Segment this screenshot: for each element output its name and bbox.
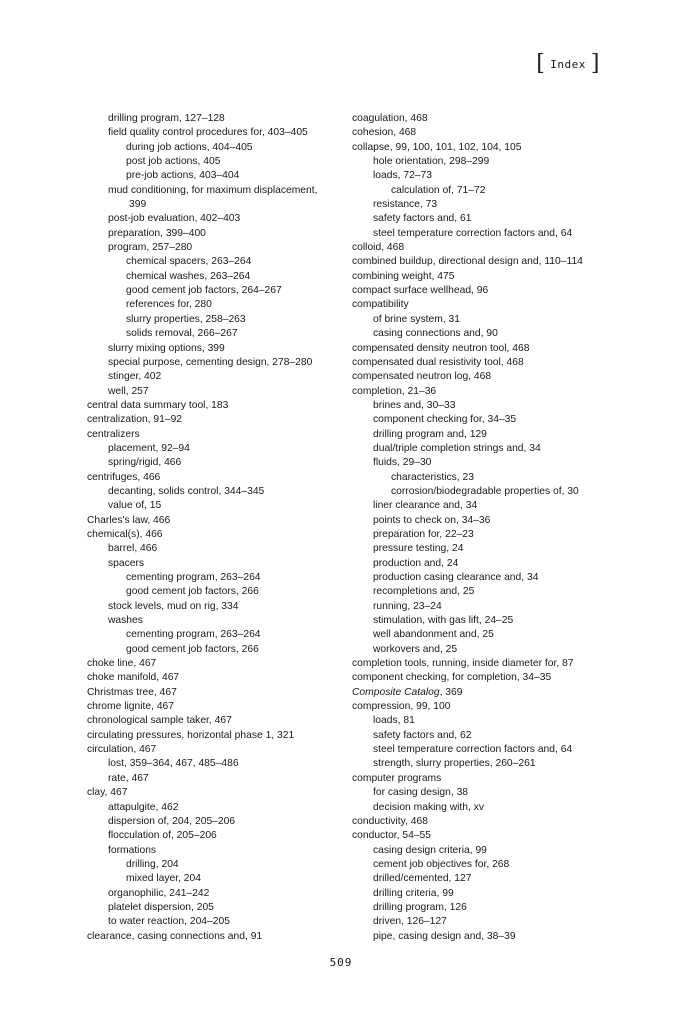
index-entry: chrome lignite, 467 [87,701,175,713]
index-entry: completion, 21–36 [352,385,437,397]
index-entry: slurry mixing options, 399 [108,342,225,354]
index-entry: of brine system, 31 [373,313,460,325]
index-entry: compact surface wellhead, 96 [352,285,489,297]
index-entry: chronological sample taker, 467 [87,715,232,727]
index-entry: spacers [108,557,145,569]
index-entry: loads, 81 [373,715,415,727]
index-entry: recompletions and, 25 [373,586,475,598]
index-entry: well abandonment and, 25 [373,629,494,641]
index-entry: stinger, 402 [108,371,162,383]
index-entry: drilling criteria, 99 [373,887,454,899]
index-entry: clearance, casing connections and, 91 [87,930,263,942]
index-entry: stock levels, mud on rig, 334 [108,600,239,612]
index-entry: chemical washes, 263–264 [126,270,251,282]
index-entry: circulation, 467 [87,744,157,756]
header-title: Index [550,57,586,71]
index-entry: 399 [129,199,147,211]
index-entry: formations [108,844,157,856]
index-entry: centralizers [87,428,140,440]
index-entry: coagulation, 468 [352,113,428,124]
index-entry: compatibility [352,299,409,311]
index-entry: resistance, 73 [373,199,438,211]
index-entry: references for, 280 [126,299,212,311]
index-entry: stimulation, with gas lift, 24–25 [373,615,514,627]
index-entry: casing connections and, 90 [373,328,498,340]
index-entry: compensated density neutron tool, 468 [352,342,530,354]
index-entry: steel temperature correction factors and, 64 [373,744,573,756]
index-entry: special purpose, cementing design, 278–280 [108,356,313,368]
index-entry: brines and, 30–33 [373,399,456,411]
index-entry: calculation of, 71–72 [391,184,486,196]
index-entry: conductor, 54–55 [352,830,432,842]
index-entry: compression, 99, 100 [352,701,451,713]
index-entry: choke line, 467 [87,658,157,670]
index-entry: program, 257–280 [108,242,193,254]
index-entry: drilling, 204 [126,858,179,870]
index-entry: computer programs [352,772,442,784]
index-entry: casing design criteria, 99 [373,844,487,856]
index-entry: completion tools, running, inside diameter for, 87 [352,658,574,670]
index-entry: clay, 467 [87,787,128,799]
index-entry: preparation for, 22–23 [373,528,474,540]
index-entry: pipe, casing design and, 38–39 [373,930,516,942]
page-number: 509 [329,956,353,969]
index-entry: collapse, 99, 100, 101, 102, 104, 105 [352,141,522,153]
index-entry: slurry properties, 258–263 [126,313,246,325]
index-entry: centrifuges, 466 [87,471,161,483]
index-entry: pressure testing, 24 [373,543,464,555]
index-entry: rate, 467 [108,772,149,784]
index-entry: drilled/cemented, 127 [373,873,472,885]
index-entry: component checking for, 34–35 [373,414,517,426]
index-entry: decision making with, xv [373,801,485,813]
index-entry: value of, 15 [108,500,162,512]
header-bracket-open: [ [536,51,546,76]
index-entry: component checking, for completion, 34–35 [352,672,552,684]
index-entry: combined buildup, directional design and, 110–114 [352,256,583,268]
index-entry: good cement job factors, 266 [126,586,259,598]
index-entry: steel temperature correction factors and, 64 [373,227,573,239]
running-header [536,52,600,74]
index-entry-title: Composite Catalog [352,686,440,698]
index-entry [352,686,612,700]
index-entry: field quality control procedures for, 403–405 [108,127,308,139]
index-entry: strength, slurry properties, 260–261 [373,758,536,770]
index-entry: running, 23–24 [373,600,442,612]
index-entry: circulating pressures, horizontal phase 1, 321 [87,729,295,741]
index-entry: chemical(s), 466 [87,528,163,540]
index-column-left [87,112,337,944]
index-entry: production and, 24 [373,557,459,569]
index-entry: dispersion of, 204, 205–206 [108,815,236,827]
index-entry: drilling program and, 129 [373,428,487,440]
index-entry: dual/triple completion strings and, 34 [373,442,541,454]
index-entry: colloid, 468 [352,242,405,254]
index-entry: preparation, 399–400 [108,227,206,239]
index-entry: pre-job actions, 403–404 [126,170,240,182]
index-entry: good cement job factors, 264–267 [126,285,282,297]
index-entry: cement job objectives for, 268 [373,858,510,870]
index-entry: safety factors and, 62 [373,729,472,741]
index-entry: compensated neutron log, 468 [352,371,492,383]
index-entry: central data summary tool, 183 [87,399,229,411]
index-entry: mixed layer, 204 [126,873,201,885]
index-entry: Christmas tree, 467 [87,686,177,698]
index-entry: driven, 126–127 [373,916,447,928]
index-entry: drilling program, 127–128 [108,113,225,124]
index-entry: platelet dispersion, 205 [108,901,214,913]
index-entry: post-job evaluation, 402–403 [108,213,241,225]
index-entry: Charles's law, 466 [87,514,171,526]
index-entry: organophilic, 241–242 [108,887,210,899]
index-entry: workovers and, 25 [373,643,458,655]
index-entry: cohesion, 468 [352,127,417,139]
header-bracket-close: ] [590,51,600,76]
index-entry: mud conditioning, for maximum displacement, [108,184,318,196]
index-entry: to water reaction, 204–205 [108,916,230,928]
index-entry: combining weight, 475 [352,270,455,282]
index-entry: cementing program, 263–264 [126,629,261,641]
index-entry: well, 257 [108,385,149,397]
index-entry: hole orientation, 298–299 [373,156,490,168]
index-entry: production casing clearance and, 34 [373,572,539,583]
index-entry: corrosion/biodegradable properties of, 30 [391,485,579,497]
index-entry: loads, 72–73 [373,170,432,182]
index-entry: chemical spacers, 263–264 [126,256,252,268]
index-entry: decanting, solids control, 344–345 [108,485,265,497]
index-entry: choke manifold, 467 [87,672,180,684]
index-entry: points to check on, 34–36 [373,514,491,526]
index-entry: lost, 359–364, 467, 485–486 [108,758,239,770]
index-entry: solids removal, 266–267 [126,328,238,340]
index-entry: safety factors and, 61 [373,213,472,225]
index-entry: placement, 92–94 [108,442,190,454]
index-entry: during job actions, 404–405 [126,141,253,153]
index-entry: for casing design, 38 [373,787,469,799]
index-entry: fluids, 29–30 [373,457,432,469]
index-entry: conductivity, 468 [352,815,428,827]
index-entry: characteristics, 23 [391,471,474,483]
index-entry: drilling program, 126 [373,901,467,913]
index-column-right [352,112,612,944]
index-entry: centralization, 91–92 [87,414,183,426]
index-entry: cementing program, 263–264 [126,572,261,583]
index-entry: washes [108,615,143,627]
index-entry: liner clearance and, 34 [373,500,478,512]
index-entry: good cement job factors, 266 [126,643,259,655]
index-entry: post job actions, 405 [126,156,221,168]
index-entry-pages: , 369 [439,686,463,698]
index-entry: barrel, 466 [108,543,158,555]
index-entry: compensated dual resistivity tool, 468 [352,356,524,368]
index-entry: spring/rigid, 466 [108,457,182,469]
index-entry: attapulgite, 462 [108,801,179,813]
index-entry: flocculation of, 205–206 [108,830,217,842]
